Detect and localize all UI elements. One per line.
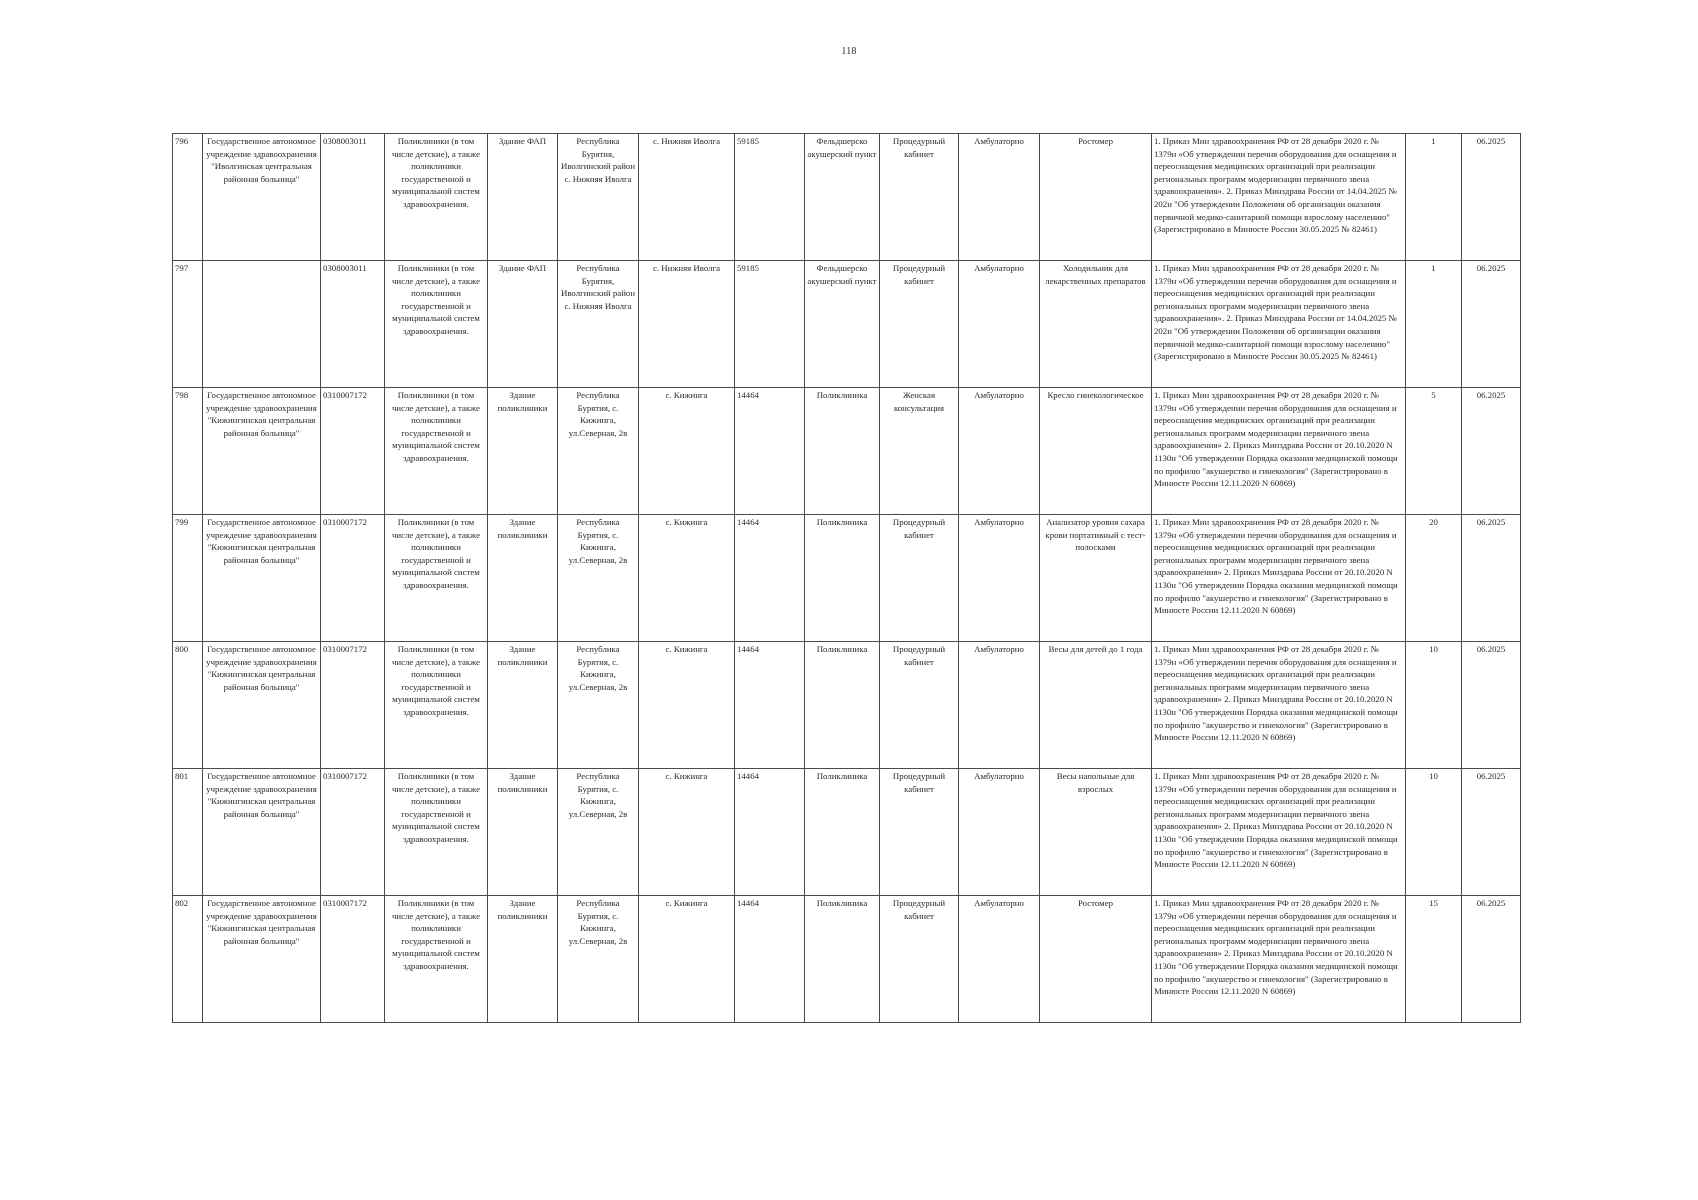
room-name-cell: Процедурный кабинет [880,261,959,388]
organization-code-cell: 0310007172 [321,515,385,642]
due-date-cell: 06.2025 [1462,515,1521,642]
settlement-name-cell: с. Кижинга [639,896,735,1023]
settlement-name-cell: с. Кижинга [639,515,735,642]
facility-category-cell: Поликлиники (в том числе детские), а также поликлиники государственной и муниципальной систем здравоохранения. [385,134,488,261]
organization-name-cell: Государственное автономное учреждение здравоохранения "Кижингинская центральная районная больница" [203,642,321,769]
unit-name-cell: Фельдшерско акушерский пункт [805,134,880,261]
organization-name-cell: Государственное автономное учреждение здравоохранения "Кижингинская центральная районная больница" [203,769,321,896]
due-date-cell: 06.2025 [1462,261,1521,388]
organization-code-cell: 0310007172 [321,642,385,769]
care-type-cell: Амбулаторно [959,515,1040,642]
building-name-cell: Здание поликлиники [488,642,558,769]
facility-category-cell: Поликлиники (в том числе детские), а также поликлиники государственной и муниципальной систем здравоохранения. [385,642,488,769]
table-body [173,134,1521,1023]
legal-basis-cell: 1. Приказ Мин здравоохранения РФ от 28 декабря 2020 г. № 1379н «Об утверждении перечня оборудования для оснащения и переоснащения медицинских организаций при реализации региональных программ модернизации первичного звена здравоохранения» 2. Приказ Минздрава России от 20.10.2020 N 1130н "Об утверждении Порядка оказания медицинской помощи по профилю "акушерство и гинекология" (Зарегистрировано в Минюсте России 12.11.2020 N 60869) [1152,769,1406,896]
address-cell: Республика Бурятия, с. Кижинга, ул.Северная, 2в [558,896,639,1023]
organization-code-cell: 0310007172 [321,769,385,896]
equipment-name-cell: Ростомер [1040,134,1152,261]
facility-category-cell: Поликлиники (в том числе детские), а также поликлиники государственной и муниципальной систем здравоохранения. [385,388,488,515]
table-row [173,642,1521,769]
due-date-cell: 06.2025 [1462,642,1521,769]
legal-basis-cell: 1. Приказ Мин здравоохранения РФ от 28 декабря 2020 г. № 1379н «Об утверждении перечня оборудования для оснащения и переоснащения медицинских организаций при реализации региональных программ модернизации первичного звена здравоохранения» 2. Приказ Минздрава России от 20.10.2020 N 1130н "Об утверждении Порядка оказания медицинской помощи по профилю "акушерство и гинекология" (Зарегистрировано в Минюсте России 12.11.2020 N 60869) [1152,642,1406,769]
settlement-name-cell: с. Нижняя Иволга [639,134,735,261]
row-number-cell: 798 [173,388,203,515]
organization-name-cell: Государственное автономное учреждение здравоохранения "Кижингинская центральная районная больница" [203,896,321,1023]
settlement-code-cell: 59185 [735,261,805,388]
care-type-cell: Амбулаторно [959,134,1040,261]
legal-basis-cell: 1. Приказ Мин здравоохранения РФ от 28 декабря 2020 г. № 1379н «Об утверждении перечня оборудования для оснащения и переоснащения медицинских организаций при реализации региональных программ модернизации первичного звена здравоохранения» 2. Приказ Минздрава России от 20.10.2020 N 1130н "Об утверждении Порядка оказания медицинской помощи по профилю "акушерство и гинекология" (Зарегистрировано в Минюсте России 12.11.2020 N 60869) [1152,388,1406,515]
facility-category-cell: Поликлиники (в том числе детские), а также поликлиники государственной и муниципальной систем здравоохранения. [385,515,488,642]
quantity-cell: 5 [1406,388,1462,515]
equipment-name-cell: Весы напольные для взрослых [1040,769,1152,896]
equipment-name-cell: Холодильник для лекарственных препаратов [1040,261,1152,388]
row-number-cell: 800 [173,642,203,769]
table-row [173,134,1521,261]
settlement-code-cell: 14464 [735,769,805,896]
quantity-cell: 10 [1406,769,1462,896]
settlement-code-cell: 14464 [735,896,805,1023]
organization-name-cell: Государственное автономное учреждение здравоохранения "Иволгинская центральная районная больница" [203,134,321,261]
table-row [173,896,1521,1023]
organization-code-cell: 0308003011 [321,261,385,388]
care-type-cell: Амбулаторно [959,388,1040,515]
row-number-cell: 802 [173,896,203,1023]
care-type-cell: Амбулаторно [959,769,1040,896]
row-number-cell: 799 [173,515,203,642]
legal-basis-cell: 1. Приказ Мин здравоохранения РФ от 28 декабря 2020 г. № 1379н «Об утверждении перечня оборудования для оснащения и переоснащения медицинских организаций при реализации региональных программ модернизации первичного звена здравоохранения» 2. Приказ Минздрава России от 20.10.2020 N 1130н "Об утверждении Порядка оказания медицинской помощи по профилю "акушерство и гинекология" (Зарегистрировано в Минюсте России 12.11.2020 N 60869) [1152,515,1406,642]
table-row [173,515,1521,642]
equipment-name-cell: Кресло гинекологическое [1040,388,1152,515]
due-date-cell: 06.2025 [1462,388,1521,515]
quantity-cell: 15 [1406,896,1462,1023]
address-cell: Республика Бурятия, Иволгинский район с. Нижняя Иволга [558,261,639,388]
quantity-cell: 1 [1406,134,1462,261]
unit-name-cell: Поликлиника [805,388,880,515]
settlement-code-cell: 59185 [735,134,805,261]
equipment-name-cell: Ростомер [1040,896,1152,1023]
row-number-cell: 801 [173,769,203,896]
room-name-cell: Процедурный кабинет [880,134,959,261]
due-date-cell: 06.2025 [1462,896,1521,1023]
unit-name-cell: Поликлиника [805,769,880,896]
legal-basis-cell: 1. Приказ Мин здравоохранения РФ от 28 декабря 2020 г. № 1379н «Об утверждении перечня оборудования для оснащения и переоснащения медицинских организаций при реализации региональных программ модернизации первичного звена здравоохранения». 2. Приказ Минздрава России от 14.04.2025 № 202н "Об утверждении Положения об организации оказания первичной медико-санитарной помощи взрослому населению" (Зарегистрировано в Минюсте России 30.05.2025 № 82461) [1152,261,1406,388]
row-number-cell: 797 [173,261,203,388]
settlement-name-cell: с. Кижинга [639,769,735,896]
page-number: 118 [841,46,857,57]
organization-code-cell: 0310007172 [321,388,385,515]
facility-category-cell: Поликлиники (в том числе детские), а также поликлиники государственной и муниципальной систем здравоохранения. [385,261,488,388]
legal-basis-cell: 1. Приказ Мин здравоохранения РФ от 28 декабря 2020 г. № 1379н «Об утверждении перечня оборудования для оснащения и переоснащения медицинских организаций при реализации региональных программ модернизации первичного звена здравоохранения». 2. Приказ Минздрава России от 14.04.2025 № 202н "Об утверждении Положения об организации оказания первичной медико-санитарной помощи взрослому населению" (Зарегистрировано в Минюсте России 30.05.2025 № 82461) [1152,134,1406,261]
organization-name-cell: Государственное автономное учреждение здравоохранения "Кижингинская центральная районная больница" [203,515,321,642]
room-name-cell: Процедурный кабинет [880,896,959,1023]
settlement-name-cell: с. Нижняя Иволга [639,261,735,388]
building-name-cell: Здание ФАП [488,261,558,388]
facility-category-cell: Поликлиники (в том числе детские), а также поликлиники государственной и муниципальной систем здравоохранения. [385,896,488,1023]
unit-name-cell: Поликлиника [805,896,880,1023]
equipment-name-cell: Анализатор уровня сахара крови портативный с тест-полосками [1040,515,1152,642]
address-cell: Республика Бурятия, с. Кижинга, ул.Северная, 2в [558,769,639,896]
building-name-cell: Здание поликлиники [488,896,558,1023]
organization-name-cell [203,261,321,388]
room-name-cell: Процедурный кабинет [880,515,959,642]
organization-code-cell: 0308003011 [321,134,385,261]
settlement-code-cell: 14464 [735,515,805,642]
row-number-cell: 796 [173,134,203,261]
organization-code-cell: 0310007172 [321,896,385,1023]
facility-category-cell: Поликлиники (в том числе детские), а также поликлиники государственной и муниципальной систем здравоохранения. [385,769,488,896]
building-name-cell: Здание поликлиники [488,769,558,896]
building-name-cell: Здание ФАП [488,134,558,261]
address-cell: Республика Бурятия, с. Кижинга, ул.Северная, 2в [558,642,639,769]
due-date-cell: 06.2025 [1462,134,1521,261]
address-cell: Республика Бурятия, с. Кижинга, ул.Северная, 2в [558,388,639,515]
care-type-cell: Амбулаторно [959,896,1040,1023]
equipment-name-cell: Весы для детей до 1 года [1040,642,1152,769]
unit-name-cell: Фельдшерско акушерский пункт [805,261,880,388]
due-date-cell: 06.2025 [1462,769,1521,896]
table-row [173,769,1521,896]
settlement-code-cell: 14464 [735,388,805,515]
care-type-cell: Амбулаторно [959,261,1040,388]
legal-basis-cell: 1. Приказ Мин здравоохранения РФ от 28 декабря 2020 г. № 1379н «Об утверждении перечня оборудования для оснащения и переоснащения медицинских организаций при реализации региональных программ модернизации первичного звена здравоохранения» 2. Приказ Минздрава России от 20.10.2020 N 1130н "Об утверждении Порядка оказания медицинской помощи по профилю "акушерство и гинекология" (Зарегистрировано в Минюсте России 12.11.2020 N 60869) [1152,896,1406,1023]
unit-name-cell: Поликлиника [805,642,880,769]
room-name-cell: Процедурный кабинет [880,769,959,896]
settlement-name-cell: с. Кижинга [639,642,735,769]
table-row [173,388,1521,515]
room-name-cell: Женская консультация [880,388,959,515]
organization-name-cell: Государственное автономное учреждение здравоохранения "Кижингинская центральная районная больница" [203,388,321,515]
table-row [173,261,1521,388]
settlement-code-cell: 14464 [735,642,805,769]
settlement-name-cell: с. Кижинга [639,388,735,515]
quantity-cell: 20 [1406,515,1462,642]
quantity-cell: 1 [1406,261,1462,388]
unit-name-cell: Поликлиника [805,515,880,642]
building-name-cell: Здание поликлиники [488,388,558,515]
address-cell: Республика Бурятия, с. Кижинга, ул.Северная, 2в [558,515,639,642]
address-cell: Республика Бурятия, Иволгинский район с. Нижняя Иволга [558,134,639,261]
building-name-cell: Здание поликлиники [488,515,558,642]
quantity-cell: 10 [1406,642,1462,769]
care-type-cell: Амбулаторно [959,642,1040,769]
room-name-cell: Процедурный кабинет [880,642,959,769]
equipment-registry-table [172,133,1521,1023]
